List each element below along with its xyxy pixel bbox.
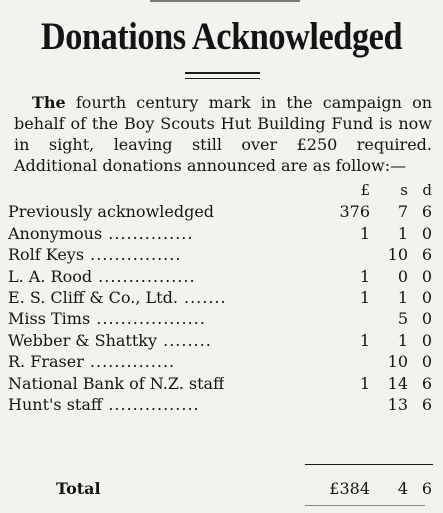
pence-amount: 0 [421,223,432,243]
donor-name: Webber & Shattky [8,330,158,350]
shillings-amount: 10 [387,245,408,265]
pence-amount: 6 [421,373,432,393]
shillings-amount: 0 [397,266,408,286]
ledger-row [8,373,436,394]
leader-dots: ............... [84,245,182,265]
donor-entry [8,201,214,222]
sum-rule [305,464,433,465]
ledger-header-row [8,180,436,201]
donor-entry [8,330,212,351]
shillings-amount: 1 [397,330,408,350]
pounds-header: £ [360,181,370,199]
pence-amount: 0 [421,352,432,372]
shillings-amount: 1 [397,223,408,243]
shillings-amount: 13 [387,394,408,414]
donor-name: National Bank of N.Z. staff [8,373,225,393]
top-rule [150,0,300,2]
shillings-amount: 5 [397,309,408,329]
pounds-amount: 1 [359,373,370,393]
leader-dots: ................ [92,266,196,286]
donor-name: R. Fraser [8,352,84,372]
intro-lead-word: The [32,93,66,112]
donor-entry [8,394,200,415]
pounds-amount: 1 [359,287,370,307]
donor-entry [8,373,224,394]
donor-entry [8,244,181,265]
ledger-row [8,201,436,222]
total-pounds: £384 [329,479,370,498]
total-shillings: 4 [397,479,408,498]
pence-amount: 0 [421,330,432,350]
ledger-row [8,287,436,308]
total-pence: 6 [421,479,432,498]
donor-entry [8,287,227,308]
ledger-row [8,308,436,329]
leader-dots: ....... [177,287,227,307]
donor-name: Miss Tims [8,309,91,329]
pence-amount: 6 [421,394,432,414]
total-row [8,477,436,501]
donor-name: Previously acknowledged [8,202,215,222]
donation-ledger [8,180,436,415]
donor-name: Anonymous [8,223,103,243]
intro-body: fourth century mark in the campaign on behalf of the Boy Scouts Hut Building Fund is now in sight, leaving still over £250 required. Additional donations announced are as follow:— [14,93,432,175]
shillings-amount: 14 [387,373,408,393]
leader-dots: ........ [157,330,212,350]
pence-header: d [422,181,432,199]
leader-dots: ............... [102,394,200,414]
pounds-amount: 1 [359,330,370,350]
pounds-amount: 1 [359,266,370,286]
pounds-amount: 1 [359,223,370,243]
donor-entry [8,308,206,329]
total-label: Total [56,479,101,498]
donor-entry [8,223,193,244]
ledger-rows [8,201,436,415]
bottom-rule [305,505,425,506]
donor-entry [8,351,175,372]
ledger-row [8,351,436,372]
shillings-amount: 7 [397,202,408,222]
donor-name: E. S. Cliff & Co., Ltd. [8,287,178,307]
pence-amount: 0 [421,287,432,307]
shillings-amount: 10 [387,352,408,372]
shillings-header: s [400,181,408,199]
pence-amount: 0 [421,266,432,286]
pence-amount: 6 [421,202,432,222]
ledger-row [8,394,436,415]
donor-name: L. A. Rood [8,266,93,286]
headline-ornament [185,72,260,79]
pence-amount: 0 [421,309,432,329]
leader-dots: .................. [90,309,206,329]
ledger-row [8,223,436,244]
donor-entry [8,266,196,287]
intro-paragraph [14,92,432,176]
pounds-amount: 376 [339,202,370,222]
donor-name: Hunt's staff [8,394,103,414]
leader-dots: .............. [102,223,194,243]
ledger-row [8,266,436,287]
headline: Donations Acknowledged [40,15,403,58]
ledger-row [8,244,436,265]
ledger-row [8,330,436,351]
shillings-amount: 1 [397,287,408,307]
donor-name: Rolf Keys [8,245,85,265]
leader-dots: .............. [83,352,176,372]
pence-amount: 6 [421,245,432,265]
